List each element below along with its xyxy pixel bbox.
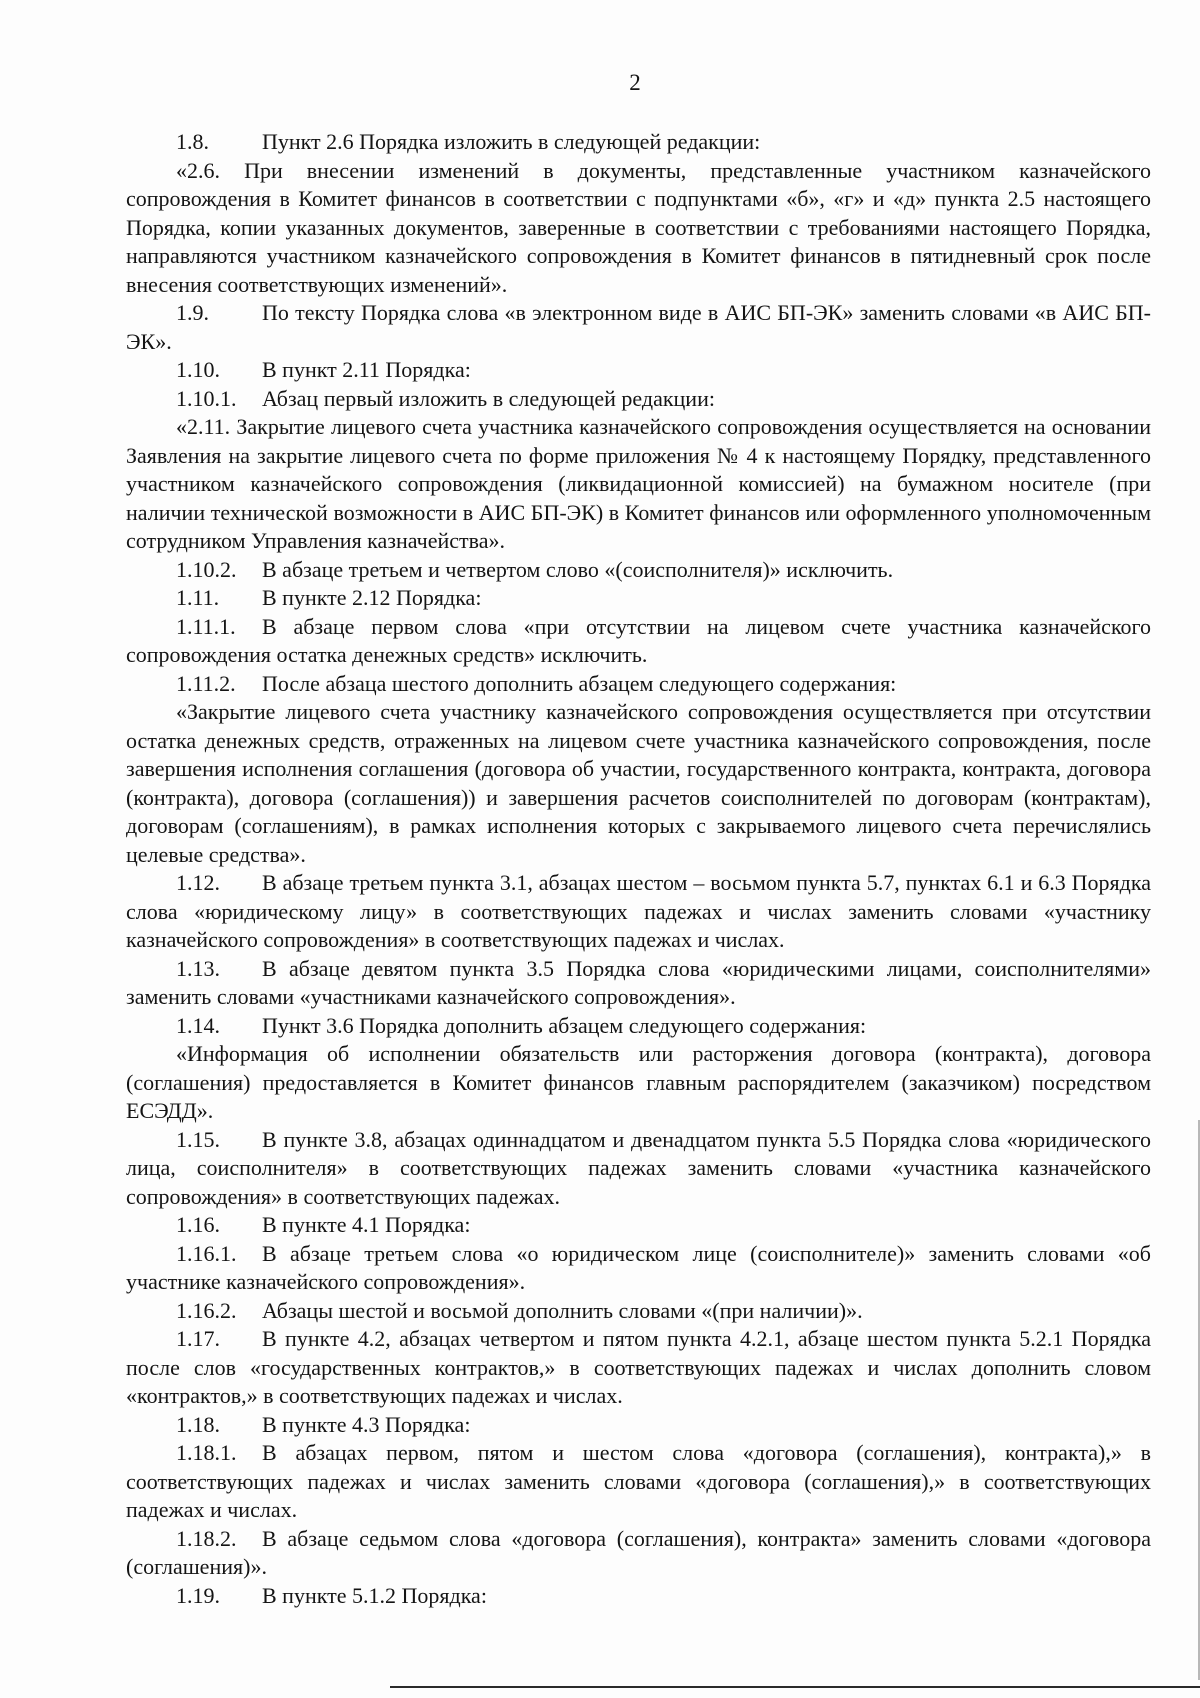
paragraph-1-9: [126, 299, 1151, 356]
paragraph-1-16-1: [126, 1240, 1151, 1297]
paragraph-text: В пункте 5.1.2 Порядка:: [262, 1582, 487, 1608]
item-number: 1.11.: [176, 585, 220, 610]
paragraph-1-16-2: [126, 1297, 1151, 1326]
item-number: 1.8.: [176, 129, 209, 154]
item-number: 1.11.2.: [176, 670, 236, 696]
scan-bottom-edge-line: [390, 1686, 1200, 1688]
paragraph-text: «Информация об исполнении обязательств или расторжения договора (контракта), договора (соглашения) предоставляется в Комитет финансов главным распорядителем (заказчиком) посредством ЕСЭДД».: [126, 1041, 1151, 1123]
paragraph-1-12: [126, 869, 1151, 955]
paragraph-text: Абзац первый изложить в следующей редакции:: [262, 385, 715, 411]
paragraph-text: «Закрытие лицевого счета участнику казначейского сопровождения осуществляется при отсутствии остатка денежных средств, отраженных на лицевом счете участника казначейского сопровождения, после завершения исполнения соглашения (договора об участии, государственного контракта, контракта, договора (контракта), договора (соглашения)) и завершения расчетов соисполнителей по договорам (контрактам), договорам (соглашениям), в рамках исполнения которых с закрываемого лицевого счета перечислялись целевые средства».: [126, 699, 1151, 867]
item-number: 1.16.: [176, 1212, 220, 1237]
item-number: 1.17.: [176, 1326, 220, 1351]
item-number: 1.13.: [176, 955, 220, 981]
paragraph-text: В пункте 3.8, абзацах одиннадцатом и двенадцатом пункта 5.5 Порядка слова «юридического лица, соисполнителя» в соответствующих падежах заменить словами «участника казначейского сопровождения» в соответствующих падежах.: [126, 1126, 1151, 1209]
paragraph-text: В абзаце девятом пункта 3.5 Порядка слова «юридическими лицами, соисполнителями» заменить словами «участниками казначейского сопровождения».: [126, 955, 1151, 1009]
paragraph-text: В абзацах первом, пятом и шестом слова «договора (соглашения), контракта),» в соответствующих падежах и числах заменить словами «договора (соглашения),» в соответствующих падежах и числах.: [126, 1440, 1151, 1522]
paragraph-text: В пункте 2.12 Порядка:: [262, 585, 482, 610]
item-number: 1.10.: [176, 357, 220, 382]
paragraph-1-18-2: [126, 1525, 1151, 1582]
item-number: 1.12.: [176, 870, 220, 895]
item-number: 1.18.2.: [176, 1525, 237, 1551]
paragraph-1-19: [126, 1582, 1151, 1611]
paragraph-text: В абзаце первом слова «при отсутствии на лицевом счете участника казначейского сопровождения остатка денежных средств» исключить.: [126, 613, 1151, 667]
paragraph-text: Пункт 3.6 Порядка дополнить абзацем следующего содержания:: [262, 1012, 867, 1038]
paragraph-text: В абзаце третьем слова «о юридическом лице (соисполнителе)» заменить словами «об участнике казначейского сопровождения».: [126, 1240, 1151, 1294]
paragraph-1-16: [126, 1211, 1151, 1240]
paragraph-1-8: [126, 128, 1151, 157]
paragraph-text: В абзаце третьем пункта 3.1, абзацах шестом – восьмом пункта 5.7, пунктах 6.1 и 6.3 Порядка слова «юридическому лицу» в соответствующих падежах и числах заменить словами «участнику казначейского сопровождения» в соответствующих падежах и числах.: [126, 870, 1151, 952]
item-number: 1.15.: [176, 1126, 220, 1152]
item-number: 1.10.1.: [176, 385, 237, 411]
item-number: 1.11.1.: [176, 613, 236, 639]
paragraph-1-10: [126, 356, 1151, 385]
item-number: 1.14.: [176, 1012, 220, 1038]
item-number: 1.10.2.: [176, 556, 237, 582]
paragraph-text: В пункте 4.2, абзацах четвертом и пятом пункта 4.2.1, абзаце шестом пункта 5.2.1 Порядка после слов «государственных контрактов,» в соответствующих падежах и числах дополнить словом «контрактов,» в соответствующих падежах и числах.: [126, 1326, 1151, 1408]
paragraph-1-10-2: [126, 556, 1151, 585]
paragraph-text: После абзаца шестого дополнить абзацем следующего содержания:: [262, 670, 897, 696]
quoted-paragraph-closure: [126, 698, 1151, 869]
paragraph-text: «2.11. Закрытие лицевого счета участника казначейского сопровождения осуществляется на основании Заявления на закрытие лицевого счета по форме приложения № 4 к настоящему Порядку, представленного участником казначейского сопровождения (ликвидационной комиссией) на бумажном носителе (при наличии технической возможности в АИС БП-ЭК) в Комитет финансов или оформленного уполномоченным сотрудником Управления казначейства».: [126, 414, 1151, 553]
paragraph-1-14: [126, 1012, 1151, 1041]
paragraph-text: В абзаце третьем и четвертом слово «(соисполнителя)» исключить.: [262, 556, 894, 582]
item-number: 1.18.1.: [176, 1440, 237, 1465]
paragraph-text: Абзацы шестой и восьмой дополнить словами «(при наличии)».: [262, 1297, 863, 1323]
paragraph-1-18-1: [126, 1439, 1151, 1525]
item-number: 1.16.1.: [176, 1240, 237, 1266]
paragraph-text: В абзаце седьмом слова «договора (соглашения), контракта» заменить словами «договора (соглашения)».: [126, 1525, 1151, 1579]
quoted-paragraph-2-11: [126, 413, 1151, 556]
paragraph-text: По тексту Порядка слова «в электронном виде в АИС БП-ЭК» заменить словами «в АИС БП-ЭК».: [126, 300, 1151, 354]
paragraph-text: В пункт 2.11 Порядка:: [262, 357, 471, 382]
item-number: 1.16.2.: [176, 1297, 237, 1323]
quoted-paragraph-2-6: [126, 157, 1151, 300]
document-body: [126, 128, 1151, 1610]
paragraph-1-11-2: [126, 670, 1151, 699]
paragraph-1-13: [126, 955, 1151, 1012]
paragraph-text: «2.6. При внесении изменений в документы, представленные участником казначейского сопровождения в Комитет финансов в соответствии с подпунктами «б», «г» и «д» пункта 2.5 настоящего Порядка, копии указанных документов, заверенные в соответствии с требованиями настоящего Порядка, направляются участником казначейского сопровождения в Комитет финансов в пятидневный срок после внесения соответствующих изменений».: [126, 157, 1151, 297]
paragraph-1-18: [126, 1411, 1151, 1440]
page-number: 2: [629, 70, 641, 95]
paragraph-text: В пункте 4.1 Порядка:: [262, 1212, 471, 1237]
item-number: 1.9.: [176, 300, 209, 325]
paragraph-text: Пункт 2.6 Порядка изложить в следующей редакции:: [262, 129, 761, 154]
paragraph-1-11-1: [126, 613, 1151, 670]
paragraph-1-11: [126, 584, 1151, 613]
paragraph-1-15: [126, 1126, 1151, 1212]
item-number: 1.19.: [176, 1582, 220, 1608]
item-number: 1.18.: [176, 1411, 220, 1437]
paragraph-text: В пункте 4.3 Порядка:: [262, 1411, 471, 1437]
quoted-paragraph-info: [126, 1040, 1151, 1126]
paragraph-1-10-1: [126, 385, 1151, 414]
paragraph-1-17: [126, 1325, 1151, 1411]
